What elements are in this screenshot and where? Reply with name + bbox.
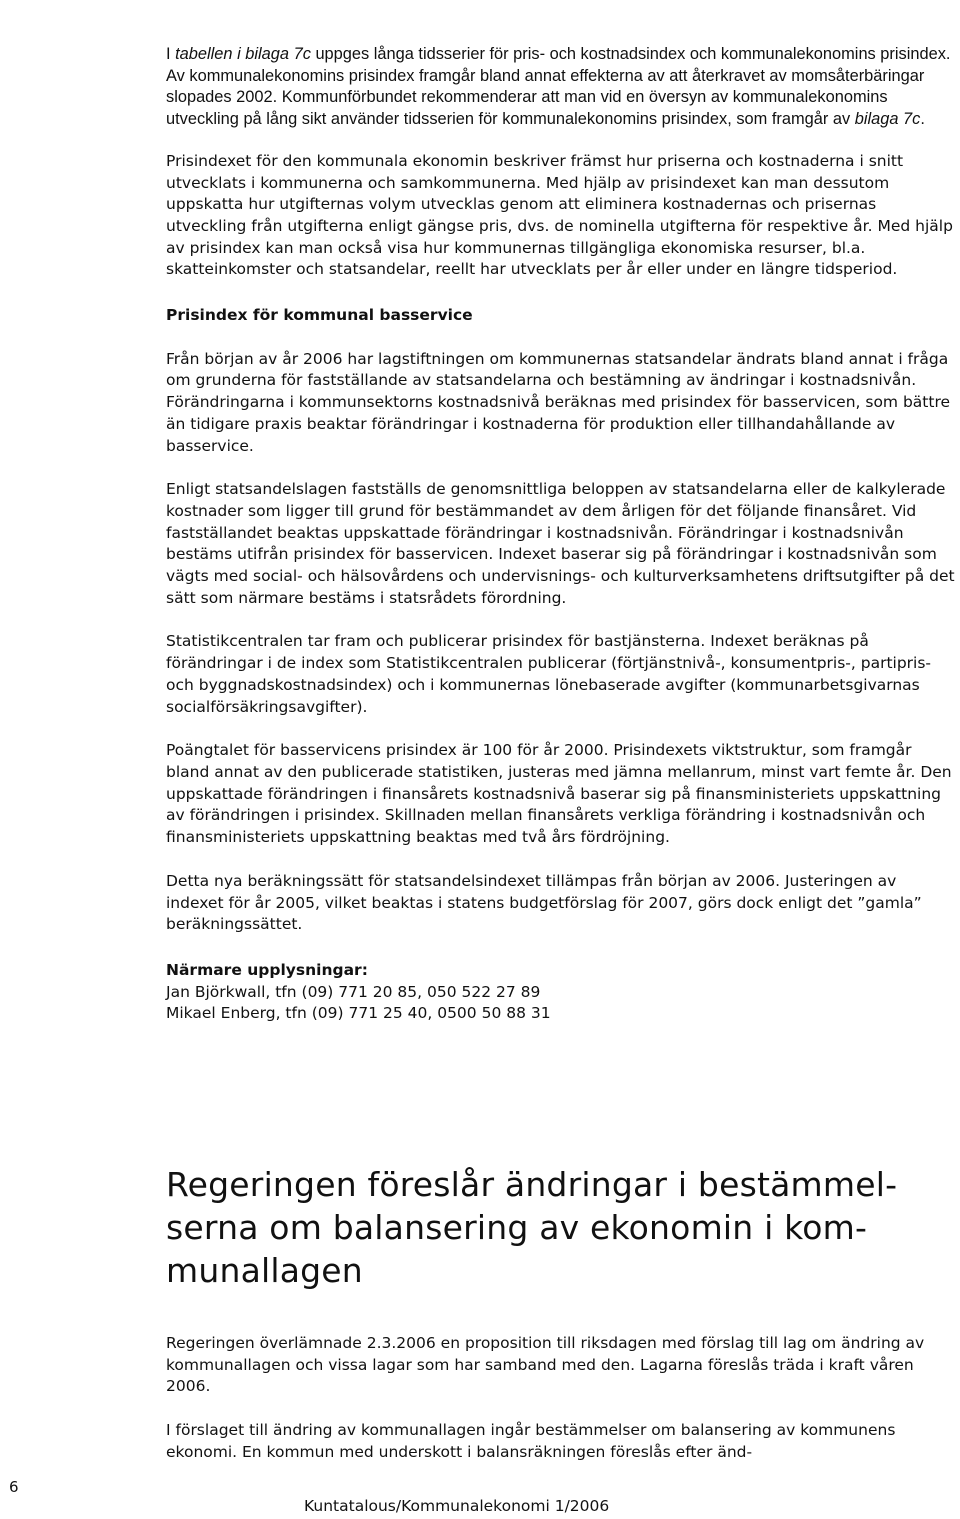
section-paragraph-1: Från början av år 2006 har lagstiftningen om kommunernas statsandelar ändrats bland annat i fråga om grunderna för fastställande av statsandelarna och bestämning av ändringar i kostnadsnivån. Förändringarna i kommunsektorns kostnadsnivå beräknas med prisindex för basservicen, som bättre än tidigare praxis beaktar förändringar i kostnaderna för produktion eller tillhandahållande av basservice. — [166, 349, 951, 455]
article-title-line-2: serna om balansering av ekonomin i kom- — [166, 1208, 868, 1247]
section-paragraph-3: Statistikcentralen tar fram och publicerar prisindex för bastjänsterna. Indexet beräknas på förändringar i de index som Statistikcentralen publicerar (förtjänstnivå-, konsumentpris-, partipris- och byggnadskostnadsindex) och i kommunernas lönebaserade avgifter (kommunarbetsgivarnas socialförsäkringsavgifter). — [166, 632, 932, 716]
article-body — [166, 1333, 956, 1464]
section-paragraph-4: Poängtalet för basservicens prisindex är 100 för år 2000. Prisindexets viktstruktur, som framgår bland annat av den publicerade statistiken, justeras med jämna mellanrum, minst vart femte år. Den uppskattade förändringen i finansårets kostnadsnivå baserar sig på finansministeriets uppskattning av förändringen i prisindex. Skillnaden mellan finansårets verkliga förändring i kostnadsnivån och finansministeriets uppskattning beaktas med två års fördröjning. — [166, 741, 952, 847]
main-content — [166, 44, 956, 1025]
section-heading: Prisindex för kommunal basservice — [166, 306, 473, 325]
intro-paragraph-2: Prisindexet för den kommunala ekonomin beskriver främst hur priserna och kostnaderna i snitt utvecklats i kommunerna och samkommunerna. Med hjälp av prisindexet kan man dessutom uppskatta hur utgifternas volym utvecklas genom att eliminera kostnadernas och prisernas utveckling från utgifterna enligt gängse pris, dvs. de nominella utgifterna för respektive år. Med hjälp av prisindex kan man också visa hur kommunernas tillgängliga ekonomiska resurser, bl.a. skatteinkomster och statsandelar, reellt har utvecklats per år eller under en längre tidsperiod. — [166, 151, 953, 279]
section-paragraph-5: Detta nya beräkningssätt för statsandelsindexet tillämpas från början av 2006. Justeringen av indexet för år 2005, vilket beaktas i statens budgetförslag för 2007, görs dock enligt det ”gamla” beräkningssättet. — [166, 871, 922, 934]
table-reference: tabellen i bilaga 7c — [175, 45, 311, 63]
article-title-line-3: munallagen — [166, 1251, 363, 1290]
article-title-line-1: Regeringen föreslår ändringar i bestämmel- — [166, 1165, 898, 1204]
publication-footer: Kuntatalous/Kommunalekonomi 1/2006 — [304, 1497, 610, 1515]
contact-line-1: Jan Björkwall, tfn (09) 771 20 85, 050 522 27 89 — [166, 982, 541, 1001]
article-title — [166, 1163, 956, 1292]
section-paragraph-2: Enligt statsandelslagen fastställs de genomsnittliga beloppen av statsandelarna eller de kalkylerade kostnader som ligger till grund för bestämmandet av dem årligen för det följande finansåret. Vid fastställandet beaktas uppskattade förändringar i kostnadsnivån. Förändringar i kostnadsnivån bestäms utifrån prisindex för basservicen. Indexet baserar sig på förändringar i kostnadsnivån som vägts med social- och hälsovårdens och undervisnings- och kulturverksamhetens driftsutgifter på det sätt som närmare bestäms i statsrådets förordning. — [166, 480, 955, 607]
article-paragraph-1: Regeringen överlämnade 2.3.2006 en proposition till riksdagen med förslag till lag om ändring av kommunallagen och vissa lagar som har samband med den. Lagarna föreslås träda i kraft våren 2006. — [166, 1334, 925, 1396]
contacts-heading: Närmare upplysningar: — [166, 960, 368, 979]
appendix-reference: bilaga 7c — [854, 110, 921, 129]
page-number: 6 — [9, 1478, 19, 1496]
contact-line-2: Mikael Enberg, tfn (09) 771 25 40, 0500 50 88 31 — [166, 1004, 551, 1023]
intro-paragraph-1: I tabellen i bilaga 7c uppges långa tidsserier för pris- och kostnadsindex och kommunalekonomins prisindex. Av kommunalekonomins prisindex framgår bland annat effekterna av att återkravet av momsåterbäringar slopades 2002. Kommunförbundet rekommenderar att man vid en översyn av kommunalekonomins utveckling på lång sikt använder tidsserien för kommunalekonomins prisindex, som framgår av bilaga 7c. — [166, 45, 951, 129]
article-paragraph-2: I förslaget till ändring av kommunallagen ingår bestämmelser om balansering av kommunens ekonomi. En kommun med underskott i balansräkningen föreslås efter änd- — [166, 1421, 896, 1461]
